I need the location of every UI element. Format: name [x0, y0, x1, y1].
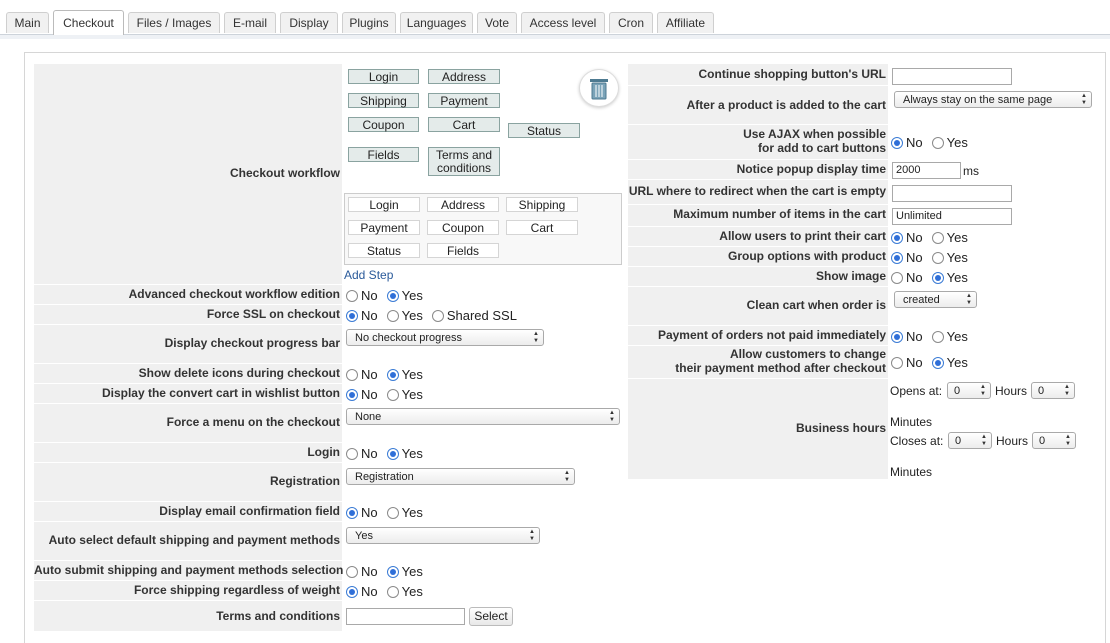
continue-url-input[interactable]	[892, 68, 1012, 85]
tab-divider	[0, 34, 1110, 39]
login-label: Login	[307, 445, 340, 459]
radio-yes-label: Yes	[401, 367, 423, 382]
add-step-link[interactable]: Add Step	[344, 268, 394, 282]
radio-no-label: No	[361, 367, 378, 382]
ajax-radio[interactable]	[891, 135, 977, 150]
radio-yes-label: Yes	[946, 250, 968, 265]
opens-minutes-select[interactable]	[1031, 382, 1075, 399]
closes-minutes-select[interactable]	[1032, 432, 1076, 449]
radio-yes-label: Yes	[401, 288, 423, 303]
radio-no-label: No	[361, 505, 378, 520]
delete-icons-label: Show delete icons during checkout	[138, 366, 340, 380]
group-options-label: Group options with product	[728, 249, 886, 263]
auto-select-label: Auto select default shipping and payment methods	[48, 533, 340, 547]
radio-no-label: No	[906, 270, 923, 285]
available-step-shipping[interactable]: Shipping	[506, 197, 578, 212]
after-added-label: After a product is added to the cart	[686, 98, 886, 112]
closes-minutes-label: Minutes	[890, 465, 933, 479]
radio-no[interactable]	[346, 369, 358, 381]
radio-yes-label: Yes	[946, 270, 968, 285]
radio-yes[interactable]	[387, 369, 399, 381]
radio-no-label: No	[361, 446, 378, 461]
updown-arrow-icon: ▲ ▼	[980, 384, 986, 397]
radio-no-label: No	[906, 355, 923, 370]
radio-shared-ssl[interactable]	[432, 310, 444, 322]
radio-yes[interactable]	[387, 566, 399, 578]
tab-display[interactable]: Display	[280, 12, 338, 33]
radio-no-label: No	[361, 387, 378, 402]
radio-no[interactable]	[891, 252, 903, 264]
available-step-login[interactable]: Login	[348, 197, 420, 212]
clean-cart-select[interactable]	[894, 291, 977, 308]
radio-yes[interactable]	[932, 272, 944, 284]
email-confirmation-label: Display email confirmation field	[159, 504, 340, 518]
radio-no[interactable]	[346, 448, 358, 460]
trash-icon[interactable]	[579, 69, 619, 107]
tab-plugins[interactable]: Plugins	[342, 12, 396, 33]
updown-arrow-icon: ▲ ▼	[966, 293, 972, 306]
radio-no-label: No	[361, 584, 378, 599]
radio-yes[interactable]	[932, 331, 944, 343]
workflow-step-payment[interactable]: Payment	[428, 93, 500, 108]
print-cart-radio[interactable]	[891, 230, 977, 245]
opens-at-label: Opens at:	[890, 384, 943, 398]
workflow-step-shipping[interactable]: Shipping	[348, 93, 419, 108]
force-menu-value: None	[355, 411, 382, 423]
workflow-step-coupon[interactable]: Coupon	[348, 117, 419, 132]
continue-url-label: Continue shopping button's URL	[698, 67, 886, 81]
unpaid-orders-label: Payment of orders not paid immediately	[657, 328, 886, 342]
popup-time-input[interactable]: 2000	[892, 162, 961, 179]
closes-hours-select[interactable]	[948, 432, 992, 449]
tab-main[interactable]: Main	[6, 12, 49, 33]
closes-at-label: Closes at:	[890, 434, 944, 448]
delete-icons-radio[interactable]	[346, 367, 432, 382]
radio-no[interactable]	[891, 137, 903, 149]
advanced-workflow-radio[interactable]	[346, 288, 432, 303]
radio-no[interactable]	[346, 566, 358, 578]
radio-yes-label: Yes	[946, 355, 968, 370]
radio-yes[interactable]	[387, 310, 399, 322]
auto-select-value: Yes	[355, 530, 373, 542]
show-image-radio[interactable]	[891, 270, 977, 285]
opens-hours-select[interactable]	[947, 382, 991, 399]
radio-no[interactable]	[346, 389, 358, 401]
radio-yes[interactable]	[932, 232, 944, 244]
terms-label: Terms and conditions	[216, 609, 340, 623]
radio-no[interactable]	[346, 507, 358, 519]
radio-yes[interactable]	[387, 507, 399, 519]
radio-no[interactable]	[891, 232, 903, 244]
radio-yes[interactable]	[932, 357, 944, 369]
progress-bar-value: No checkout progress	[355, 332, 462, 344]
registration-label: Registration	[269, 474, 340, 488]
updown-arrow-icon: ▲ ▼	[981, 434, 987, 447]
opens-minutes-label: Minutes	[890, 415, 933, 429]
radio-yes-label: Yes	[401, 584, 423, 599]
business-hours-label: Business hours	[795, 421, 886, 435]
updown-arrow-icon: ▲ ▼	[1065, 434, 1071, 447]
radio-yes-label: Yes	[401, 564, 423, 579]
force-ssl-radio[interactable]	[346, 308, 526, 323]
radio-yes[interactable]	[932, 137, 944, 149]
change-payment-label-line1: Allow customers to change	[729, 347, 886, 361]
after-added-value: Always stay on the same page	[903, 94, 1053, 106]
force-ssl-label: Force SSL on checkout	[206, 307, 340, 321]
radio-yes-label: Yes	[401, 387, 423, 402]
email-confirmation-radio[interactable]	[346, 505, 432, 520]
opens-minutes-value: 0	[1038, 385, 1045, 397]
redirect-url-label: URL where to redirect when the cart is empty	[628, 184, 886, 198]
opens-hours-label: Hours	[995, 384, 1028, 398]
radio-no[interactable]	[891, 272, 903, 284]
login-radio[interactable]	[346, 446, 432, 461]
progress-bar-label: Display checkout progress bar	[164, 336, 340, 350]
workflow-step-terms[interactable]: Terms and conditions	[428, 147, 500, 176]
available-step-payment[interactable]: Payment	[348, 220, 420, 235]
workflow-step-status[interactable]: Status	[508, 123, 580, 138]
opens-hours-value: 0	[954, 385, 961, 397]
progress-bar-select[interactable]	[346, 329, 544, 346]
clean-cart-value: created	[903, 294, 940, 306]
workflow-step-address[interactable]: Address	[428, 69, 500, 84]
available-step-cart[interactable]: Cart	[506, 220, 578, 235]
radio-no[interactable]	[891, 357, 903, 369]
available-step-status[interactable]: Status	[348, 243, 420, 258]
radio-yes[interactable]	[387, 290, 399, 302]
radio-no-label: No	[906, 250, 923, 265]
change-payment-radio[interactable]	[891, 355, 977, 370]
radio-no-label: No	[361, 308, 378, 323]
popup-time-label: Notice popup display time	[736, 162, 886, 176]
radio-no[interactable]	[346, 310, 358, 322]
advanced-workflow-label: Advanced checkout workflow edition	[128, 287, 340, 301]
convert-cart-radio[interactable]	[346, 387, 432, 402]
closes-hours-value: 0	[955, 435, 962, 447]
force-shipping-label: Force shipping regardless of weight	[133, 583, 340, 597]
shared-ssl-label: Shared SSL	[446, 308, 517, 323]
tab-checkout[interactable]: Checkout	[53, 10, 124, 35]
force-menu-select[interactable]	[346, 408, 620, 425]
unpaid-orders-radio[interactable]	[891, 329, 977, 344]
radio-yes-label: Yes	[401, 308, 423, 323]
force-shipping-radio[interactable]	[346, 584, 432, 599]
after-added-select[interactable]	[894, 91, 1092, 108]
available-step-coupon[interactable]: Coupon	[427, 220, 499, 235]
print-cart-label: Allow users to print their cart	[719, 229, 886, 243]
updown-arrow-icon: ▲ ▼	[609, 410, 615, 423]
radio-yes[interactable]	[932, 252, 944, 264]
ajax-label-line1: Use AJAX when possible	[743, 127, 886, 141]
workflow-step-cart[interactable]: Cart	[428, 117, 500, 132]
clean-cart-label: Clean cart when order is	[746, 298, 886, 312]
updown-arrow-icon: ▲ ▼	[1081, 93, 1087, 106]
auto-submit-radio[interactable]	[346, 564, 432, 579]
closes-minutes-value: 0	[1039, 435, 1046, 447]
radio-yes[interactable]	[387, 389, 399, 401]
registration-value: Registration	[355, 471, 414, 483]
radio-no-label: No	[906, 329, 923, 344]
tab-vote[interactable]: Vote	[477, 12, 517, 33]
radio-yes-label: Yes	[946, 135, 968, 150]
convert-cart-label: Display the convert cart in wishlist button	[101, 386, 340, 400]
workflow-step-fields[interactable]: Fields	[348, 147, 419, 162]
closes-hours-label: Hours	[996, 434, 1029, 448]
tab-files-images[interactable]: Files / Images	[128, 12, 220, 33]
available-step-fields[interactable]: Fields	[427, 243, 499, 258]
registration-select[interactable]	[346, 468, 575, 485]
max-items-label: Maximum number of items in the cart	[673, 207, 886, 221]
radio-no-label: No	[361, 564, 378, 579]
radio-no-label: No	[906, 230, 923, 245]
group-options-radio[interactable]	[891, 250, 977, 265]
radio-yes-label: Yes	[946, 329, 968, 344]
tab-email[interactable]: E-mail	[224, 12, 276, 33]
available-step-address[interactable]: Address	[427, 197, 499, 212]
radio-no-label: No	[361, 288, 378, 303]
radio-yes-label: Yes	[401, 505, 423, 520]
radio-yes[interactable]	[387, 448, 399, 460]
tab-access-level[interactable]: Access level	[521, 12, 605, 33]
auto-select-select[interactable]	[346, 527, 540, 544]
radio-no[interactable]	[891, 331, 903, 343]
auto-submit-label: Auto submit shipping and payment methods selection	[34, 563, 344, 577]
workflow-step-login[interactable]: Login	[348, 69, 419, 84]
updown-arrow-icon: ▲ ▼	[564, 470, 570, 483]
checkout-workflow-label: Checkout workflow	[229, 166, 340, 180]
force-menu-label: Force a menu on the checkout	[166, 415, 340, 429]
terms-input[interactable]	[346, 608, 465, 625]
max-items-input[interactable]: Unlimited	[892, 208, 1012, 225]
change-payment-label-line2: their payment method after checkout	[675, 361, 886, 375]
radio-no-label: No	[906, 135, 923, 150]
updown-arrow-icon: ▲ ▼	[533, 331, 539, 344]
tab-languages[interactable]: Languages	[400, 12, 473, 33]
popup-time-unit: ms	[963, 164, 979, 178]
radio-yes[interactable]	[387, 586, 399, 598]
radio-yes-label: Yes	[946, 230, 968, 245]
ajax-label-line2: for add to cart buttons	[758, 141, 886, 155]
radio-no[interactable]	[346, 290, 358, 302]
redirect-url-input[interactable]	[892, 185, 1012, 202]
tab-cron[interactable]: Cron	[609, 12, 653, 33]
updown-arrow-icon: ▲ ▼	[1064, 384, 1070, 397]
terms-select-button[interactable]: Select	[469, 607, 513, 626]
tab-affiliate[interactable]: Affiliate	[657, 12, 714, 33]
radio-no[interactable]	[346, 586, 358, 598]
updown-arrow-icon: ▲ ▼	[529, 529, 535, 542]
radio-yes-label: Yes	[401, 446, 423, 461]
show-image-label: Show image	[815, 269, 886, 283]
